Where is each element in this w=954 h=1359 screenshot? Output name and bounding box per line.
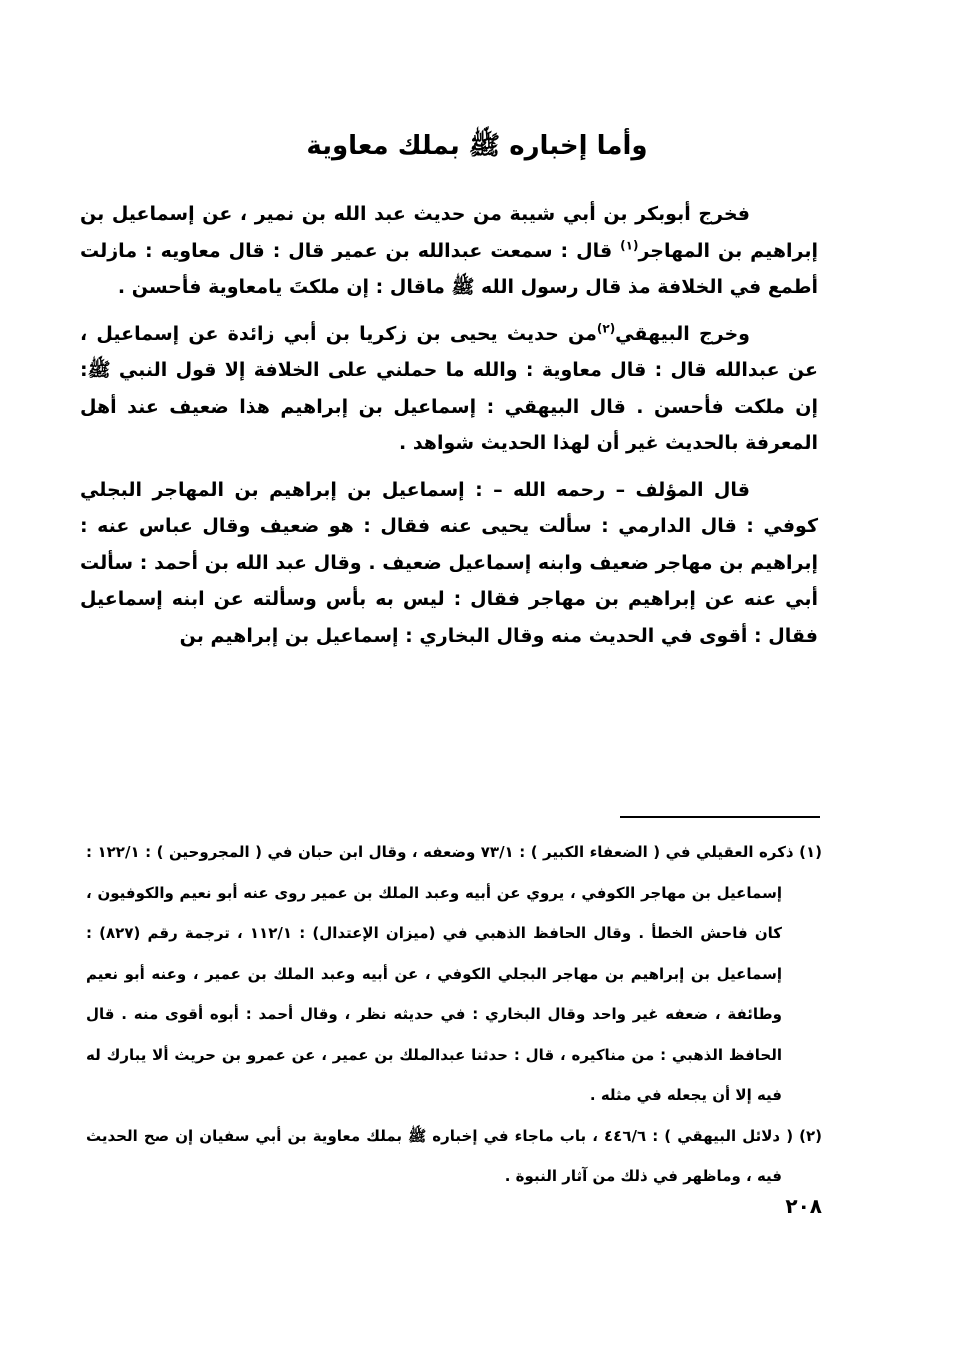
paragraph (80, 316, 818, 462)
footnote-ref: (١) (620, 238, 639, 253)
footnote: (٢) ( دلائل البيهقي ) : ٤٤٦/٦ ، باب ماجاء في إخباره ﷺ بملك معاوية بن أبي سفيان إن صح الحديث فيه ، وماظهر في ذلك من آثار النبوة . (86, 1126, 823, 1185)
paragraph (80, 196, 818, 306)
paragraph (80, 472, 818, 655)
footnotes (86, 832, 822, 1197)
paragraph-text: قال : سمعت عبدالله بن عمير قال : قال معاويه : مازلت أطمع في الخلافة مذ قال رسول الله ﷺ ماقال : إن ملكتَ يامعاوية فأحسن . (80, 239, 818, 298)
section-title: وأما إخباره ﷺ بملك معاوية (306, 131, 648, 161)
footnote: (١) ذكره العقيلي في ( الضعفاء الكبير ) : ٧٣/١ وضعفه ، وقال ابن حبان في ( المجروحين ) : ١٢٢/١ : إسماعيل بن مهاجر الكوفي ، يروي عن أبيه وعبد الملك بن عمير روى عنه أبو نعيم والكوفيون ، كان فاحش الخطأ . وقال الحافظ الذهبي في (ميزان الإعتدال) : ١١٢/١ ، ترجمة رقم (٨٢٧) : إسماعيل بن إبراهيم بن مهاجر البجلي الكوفي ، عن أبيه وعبد الملك بن عمير ، وعنه أبو نعيم وطائفة ، ضعفه غير واحد وقال البخاري : في حديثه نظر ، وقال أحمد : أبوه أقوى منه . قال الحافظ الذهبي : من مناكيره ، قال : حدثنا عبدالملك بن عمير ، عن عمرو بن حريث ألا يبارك له فيه إلا أن يجعله في مثله . (86, 843, 822, 1104)
footnote-ref: (٢) (596, 321, 616, 336)
paragraph-text: من حديث يحيى بن زكريا بن أبي زائدة عن إسماعيل ، عن عبدالله قال : قال معاوية : والله ما حملني على الخلافة إلا قول النبي ﷺ: إن ملكت فأحسن . قال البيهقي : إسماعيل بن إبراهيم هذا ضعيف عند أهل المعرفة بالحديث غير أن لهذا الحديث شواهد . (80, 322, 818, 454)
paragraph-text: قال المؤلف – رحمه الله – : إسماعيل بن إبراهيم بن المهاجر البجلي كوفي : قال الدارمي : سألت يحيى عنه فقال : هو ضعيف وقال عباس عنه : إبراهيم بن مهاجر ضعيف وابنه إسماعيل ضعيف . وقال عبد الله بن أحمد : سألت أبي عنه عن إبراهيم بن مهاجر فقال : ليس به بأس وسألته عن ابنه إسماعيل فقال : أقوى في الحديث منه وقال البخاري : إسماعيل بن إبراهيم بن (80, 478, 818, 647)
page-number: ٢٠٨ (785, 1194, 822, 1218)
paragraph-text: وخرج البيهقي (615, 322, 750, 345)
main-text (80, 196, 818, 664)
paragraph-text: فخرج أبوبكر بن أبي شيبة من حديث عبد الله بن نمير ، عن إسماعيل بن إبراهيم بن المهاجر (80, 203, 818, 262)
footnote-divider (620, 816, 820, 818)
